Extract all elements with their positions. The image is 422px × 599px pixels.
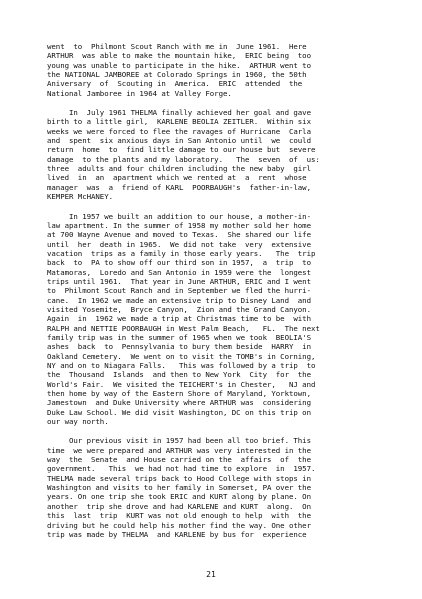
text-line: went to Philmont Scout Ranch with me in June 1961. Here (47, 42, 307, 51)
text-line: Washington and visits to her family in Somerset, PA over the (47, 483, 311, 493)
text-line: return home to find little damage to our house but severe (47, 145, 316, 155)
text-line: and spent six anxious days in San Antonio until we could (47, 136, 311, 146)
paragraph (47, 108, 395, 201)
text-line: THELMA made several trips back to Hood College with stops in (47, 473, 311, 483)
text-line: way the Senate and House carried on the affairs of the (47, 455, 311, 465)
text-line: lived in an apartment which we rented at a rent whose (47, 173, 307, 183)
text-line: cane. In 1962 we made an extensive trip to Disney Land and (47, 295, 311, 305)
text-line: three adults and four children including the new baby girl (47, 164, 311, 174)
text-line: visited Yosemite, Bryce Canyon, Zion and the Grand Canyon. (47, 304, 311, 314)
text-line: trip was made by THELMA and KARLENE by bus for experience (47, 529, 307, 539)
text-line: ARTHUR was able to make the mountain hike, ERIC being too (47, 51, 311, 61)
text-line: National Jamboree in 1964 at Valley Forge. (47, 88, 232, 98)
text-line: Oakland Cemetery. We went on to visit the TOMB's in Corning, (47, 351, 316, 361)
text-line: vacation trips as a family in those early years. The trip (47, 248, 316, 258)
text-line: then home by way of the Eastern Shore of Maryland, Yorktown, (47, 389, 311, 399)
text-line: weeks we were forced to flee the ravages of Hurricane Carla (47, 126, 311, 136)
text-line: damage to the plants and my laboratory. The seven of us: (47, 154, 320, 164)
text-line: back to PA to show off our third son in 1957, a trip to (47, 258, 311, 268)
text-line: family trip was in the summer of 1965 when we took BEOLIA'S (47, 332, 311, 342)
document-body (47, 42, 395, 539)
text-line: years. On one trip she took ERIC and KURT along by plane. On (47, 492, 311, 502)
text-line: Matamoras, Loredo and San Antonio in 1959 were the longest (47, 267, 311, 277)
text-line: our way north. (47, 417, 109, 427)
text-line: this last trip KURT was not old enough to help with the (47, 511, 311, 521)
text-line: In July 1961 THELMA finally achieved her goal and gave (47, 108, 311, 118)
text-line: Jamestown and Duke University where ARTHUR was considering (47, 398, 311, 408)
paragraph (47, 436, 395, 539)
text-line: young was unable to participate in the hike. ARTHUR went to (47, 60, 311, 70)
text-line: In 1957 we built an addition to our house, a mother-in- (47, 211, 311, 221)
text-line: KEMPER McHANEY. (47, 192, 113, 202)
text-line: at 700 Wayne Avenue and moved to Texas. She shared our life (47, 230, 311, 240)
text-line: law apartment. In the summer of 1958 my mother sold her home (47, 220, 311, 230)
page-number: 21 (206, 570, 216, 579)
text-line: Again in 1962 we made a trip at Christmas time to be with (47, 314, 311, 324)
text-line: NY and on to Niagara Falls. This was followed by a trip to (47, 361, 316, 370)
text-line: birth to a little girl, KARLENE BEOLIA ZEITLER. Within six (47, 117, 311, 127)
text-line: to Philmont Scout Ranch and in September we fled the hurri- (47, 286, 311, 296)
text-line: until her death in 1965. We did not take very extensive (47, 239, 311, 249)
text-line: another trip she drove and had KARLENE and KURT along. On (47, 501, 311, 511)
text-line: the NATIONAL JAMBOREE at Colorado Springs in 1960, the 50th (47, 70, 307, 80)
text-line: time we were prepared and ARTHUR was very interested in the (47, 445, 311, 455)
text-line: Our previous visit in 1957 had been all too brief. This (47, 436, 311, 446)
text-line: Duke Law School. We did visit Washington, DC on this trip on (47, 407, 311, 417)
text-line: trips until 1961. That year in June ARTHUR, ERIC and I went (47, 276, 311, 286)
text-line: the Thousand Islands and then to New York City for the (47, 370, 311, 380)
text-line: Aniversary of Scouting in America. ERIC attended the (47, 79, 303, 89)
text-line: RALPH and NETTIE POORBAUGH in West Palm Beach, FL. The next (47, 323, 320, 333)
paragraph (47, 42, 395, 98)
text-line: manager was a friend of KARL POORBAUGH's father-in-law, (47, 182, 311, 192)
text-line: driving but he could help his mother find the way. One other (47, 520, 311, 530)
paragraph (47, 212, 395, 427)
text-line: government. This we had not had time to explore in 1957. (47, 464, 316, 474)
text-line: ashes back to Pennsylvania to bury them beside HARRY in (47, 342, 311, 352)
text-line: World's Fair. We visited the TEICHERT's in Chester, NJ and (47, 379, 316, 389)
